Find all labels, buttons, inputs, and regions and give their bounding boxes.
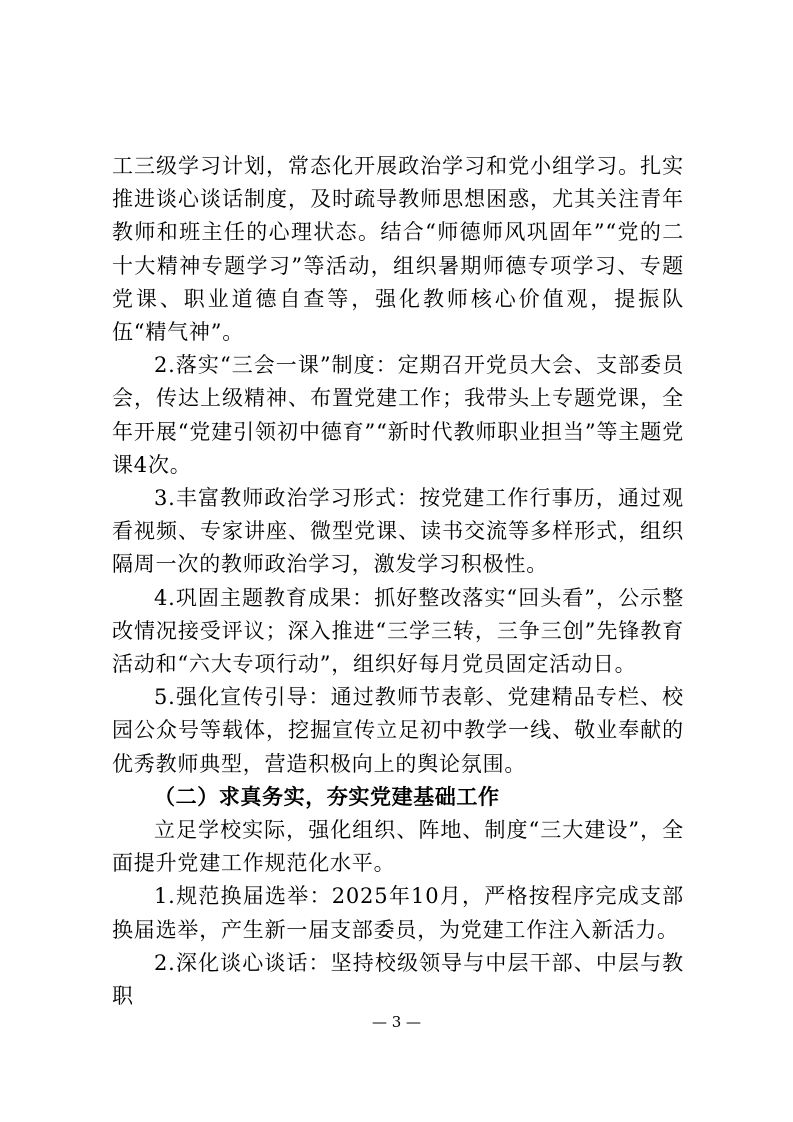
paragraph-publicity-guidance: 5.强化宣传引导：通过教师节表彰、党建精品专栏、校园公众号等载体，挖掘宣传立足初中教学一线、敬业奉献的优秀教师典型，营造积极向上的舆论氛围。 [112,685,684,776]
page-number: — 3 — [371,1013,422,1031]
section-heading-party-foundation: （二）求真务实，夯实党建基础工作 [154,784,500,809]
paragraph-election: 1.规范换届选举：2025年10月，严格按程序完成支部换届选举，产生新一届支部委员，为党建工作注入新活力。 [112,884,684,942]
paragraph-continued-study-plan: 工三级学习计划，常态化开展政治学习和党小组学习。扎实推进谈心谈话制度，及时疏导教师思想困惑，尤其关注青年教师和班主任的心理状态。结合“师德师风巩固年”“党的二十大精神专题学习”等活动，组织暑期师德专项学习、专题党课、职业道德自查等，强化教师核心价值观，提振队伍“精气神”。 [112,154,684,345]
document-body [112,150,684,1013]
paragraph-three-meetings-one-lesson: 2.落实“三会一课”制度：定期召开党员大会、支部委员会，传达上级精神、布置党建工作；我带头上专题党课，全年开展“党建引领初中德育”“新时代教师职业担当”等主题党课4次。 [112,353,684,477]
paragraph-heart-to-heart-talks: 2.深化谈心谈话：坚持校级领导与中层干部、中层与教职 [112,950,684,1009]
paragraph-three-constructions: 立足学校实际，强化组织、阵地、制度“三大建设”，全面提升党建工作规范化水平。 [112,818,684,876]
paragraph-political-study-forms: 3.丰富教师政治学习形式：按党建工作行事历，通过观看视频、专家讲座、微型党课、读书交流等多样形式，组织隔周一次的教师政治学习，激发学习积极性。 [112,486,684,577]
paragraph-theme-education-results: 4.巩固主题教育成果：抓好整改落实“回头看”，公示整改情况接受评议；深入推进“三学三转，三争三创”先锋教育活动和“六大专项行动”，组织好每月党员固定活动日。 [112,585,684,677]
